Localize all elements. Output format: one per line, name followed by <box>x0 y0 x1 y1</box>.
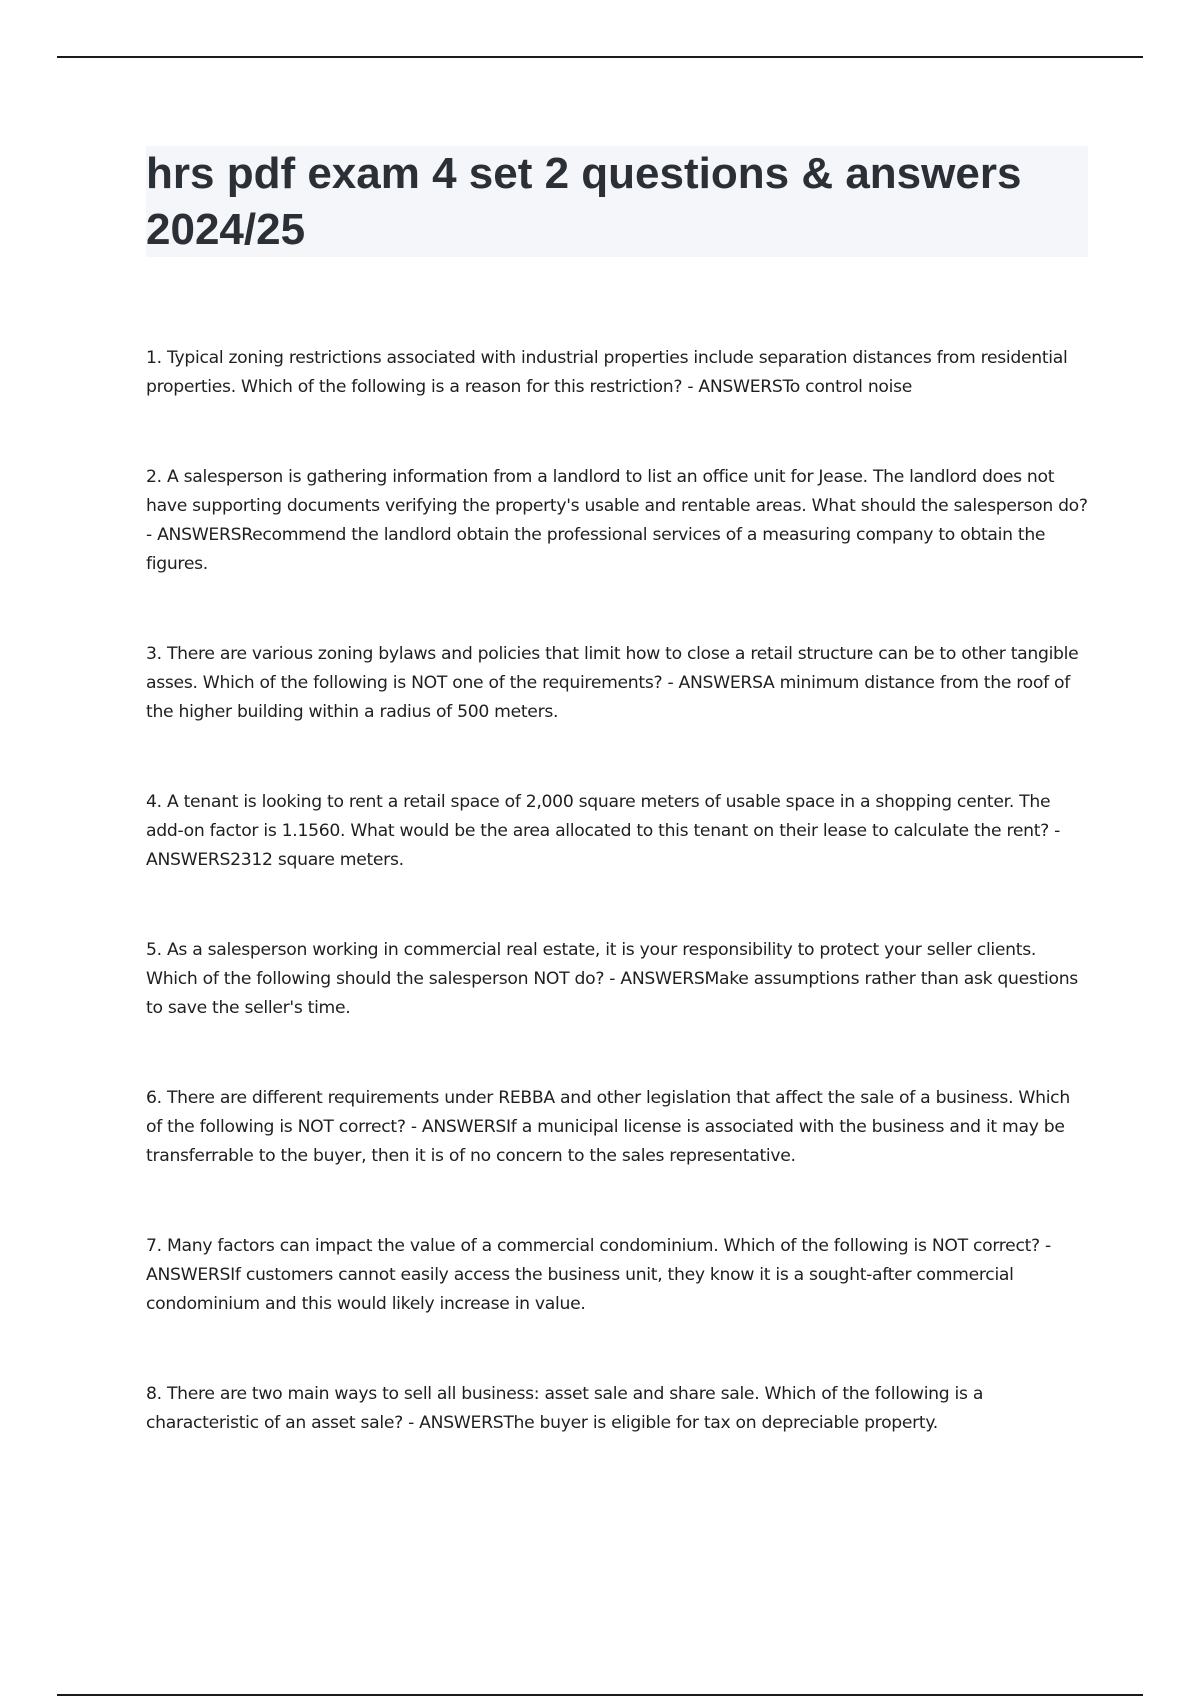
top-rule <box>57 56 1143 58</box>
question-item-6: 6. There are different requirements under REBBA and other legislation that affect the sale of a business. Which of the following is NOT correct? - ANSWERSIf a municipal license is associated with the business and it may be transferrable to the buyer, then it is of no concern to the sales representative. <box>146 1088 1070 1166</box>
question-item-4: 4. A tenant is looking to rent a retail space of 2,000 square meters of usable space in a shopping center. The add-on factor is 1.1560. What would be the area allocated to this tenant on their lease to calculate the rent? - ANSWERS2312 square meters. <box>146 792 1061 870</box>
question-item-2: 2. A salesperson is gathering information from a landlord to list an office unit for Jease. The landlord does not have supporting documents verifying the property's usable and rentable areas. What should the salesperson do? - ANSWERSRecommend the landlord obtain the professional services of a measuring company to obtain the figures. <box>146 467 1088 574</box>
question-list <box>146 344 1091 1499</box>
question-item-3: 3. There are various zoning bylaws and policies that limit how to close a retail structure can be to other tangible asses. Which of the following is NOT one of the requirements? - ANSWERSA minimum distance from the roof of the higher building within a radius of 500 meters. <box>146 644 1079 722</box>
question-item-5: 5. As a salesperson working in commercial real estate, it is your responsibility to protect your seller clients. Which of the following should the salesperson NOT do? - ANSWERSMake assumptions rather than ask questions to save the seller's time. <box>146 940 1078 1018</box>
title-banner <box>146 146 1088 257</box>
question-item-1: 1. Typical zoning restrictions associated with industrial properties include separation distances from residential properties. Which of the following is a reason for this restriction? - ANSWERSTo control noise <box>146 348 1068 397</box>
question-item-7: 7. Many factors can impact the value of a commercial condominium. Which of the following is NOT correct? - ANSWERSIf customers cannot easily access the business unit, they know it is a sought-after commercial condominium and this would likely increase in value. <box>146 1236 1051 1314</box>
question-item-8: 8. There are two main ways to sell all business: asset sale and share sale. Which of the following is a characteristic of an asset sale? - ANSWERSThe buyer is eligible for tax on depreciable property. <box>146 1384 984 1433</box>
document-title: hrs pdf exam 4 set 2 questions & answers 2024/25 <box>146 149 1022 254</box>
bottom-rule <box>57 1694 1143 1696</box>
